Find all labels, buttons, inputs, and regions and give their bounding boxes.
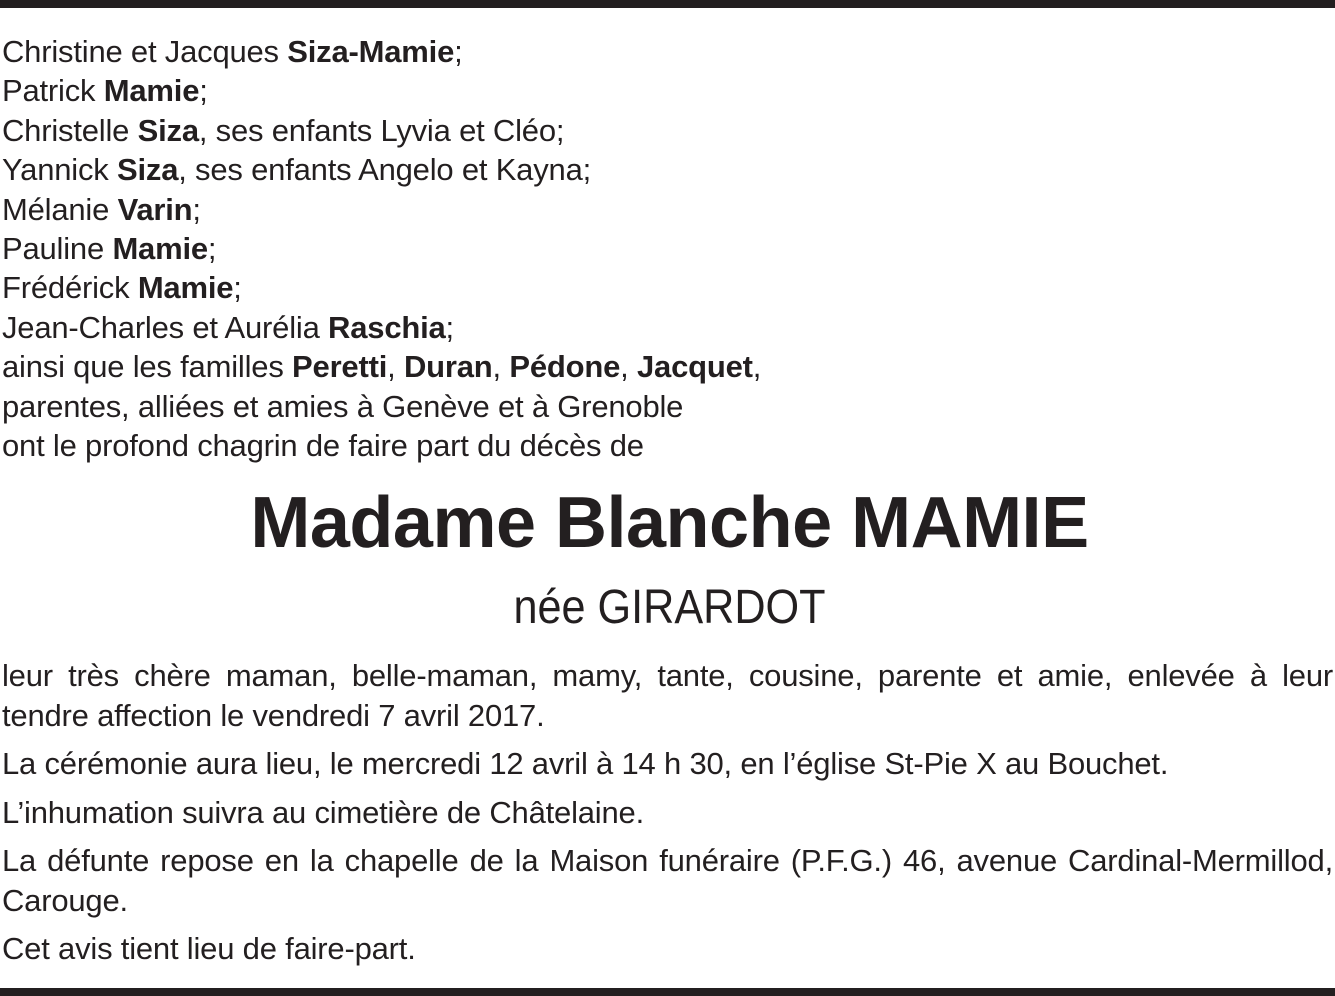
family-name: Mamie — [103, 73, 200, 109]
mourner-text: ; — [207, 231, 217, 267]
maiden-name: née GIRARDOT — [513, 581, 826, 634]
family-name: Siza-Mamie — [287, 34, 455, 69]
mourner-line — [2, 387, 1332, 426]
family-name: Mamie — [112, 231, 208, 267]
mourner-text: , — [752, 349, 762, 385]
mourner-text: Christelle — [2, 112, 138, 148]
paragraph-burial: L’inhumation suivra au cimetière de Châtelaine. — [2, 794, 644, 830]
family-name: Pédone — [509, 349, 621, 385]
mourner-text: Mélanie — [2, 191, 118, 227]
mourner-text: ; — [199, 73, 208, 109]
mourner-text: ; — [233, 270, 242, 306]
mourner-text: ; — [454, 34, 463, 69]
mourner-line — [2, 150, 1332, 189]
mourner-text: Yannick — [2, 152, 117, 188]
mourner-text: , ses enfants Lyvia et Cléo; — [198, 112, 565, 148]
mourner-text: , — [492, 349, 510, 385]
deceased-name: Madame Blanche MAMIE — [250, 483, 1089, 563]
mourner-line — [2, 426, 1332, 465]
family-name: Siza — [117, 152, 179, 188]
paragraph-tribute: leur très chère maman, belle-maman, mamy, tante, cousine, parente et amie, enlevée à leur tendre affection le vendredi 7 avril 2017. — [2, 658, 1333, 733]
mourner-text: , — [387, 349, 404, 385]
family-name: Varin — [117, 191, 193, 227]
mourner-line — [2, 190, 1332, 229]
top-rule — [0, 0, 1335, 8]
mourner-line — [2, 71, 1332, 110]
mourner-line — [2, 229, 1332, 268]
mourner-text: Pauline — [2, 231, 113, 267]
mourner-text: ainsi que les familles — [2, 349, 293, 385]
bottom-rule — [0, 988, 1335, 996]
mourner-text: Jean-Charles et Aurélia — [2, 309, 329, 345]
mourner-text: Christine et Jacques — [2, 34, 288, 69]
family-name: Duran — [403, 349, 493, 385]
family-name: Mamie — [137, 270, 234, 306]
mourner-line — [2, 347, 1332, 386]
family-name: Peretti — [292, 349, 388, 385]
mourner-text: Frédérick — [2, 270, 138, 306]
mourner-line — [2, 32, 1332, 71]
mourner-text: Patrick — [2, 73, 104, 109]
paragraph-ceremony: La cérémonie aura lieu, le mercredi 12 avril à 14 h 30, en l’église St-Pie X au Bouchet. — [2, 746, 1169, 781]
mourners-list — [2, 32, 1332, 465]
mourner-line — [2, 308, 1332, 347]
mourner-text: , ses enfants Angelo et Kayna; — [178, 152, 592, 188]
notice-body — [2, 656, 1333, 978]
mourner-text: ; — [192, 191, 201, 227]
family-name: Siza — [137, 112, 199, 148]
mourner-line — [2, 268, 1332, 307]
mourner-line — [2, 111, 1332, 150]
paragraph-repose: La défunte repose en la chapelle de la Maison funéraire (P.F.G.) 46, avenue Cardinal-Mermillod, Carouge. — [2, 843, 1333, 918]
mourner-text: , — [620, 349, 637, 385]
mourner-text: parentes, alliées et amies à Genève et à Grenoble — [2, 388, 684, 424]
mourner-text: ; — [445, 309, 454, 345]
family-name: Jacquet — [636, 349, 753, 385]
family-name: Raschia — [328, 309, 446, 345]
paragraph-notice: Cet avis tient lieu de faire-part. — [2, 931, 416, 966]
mourner-text: ont le profond chagrin de faire part du décès de — [2, 428, 644, 464]
